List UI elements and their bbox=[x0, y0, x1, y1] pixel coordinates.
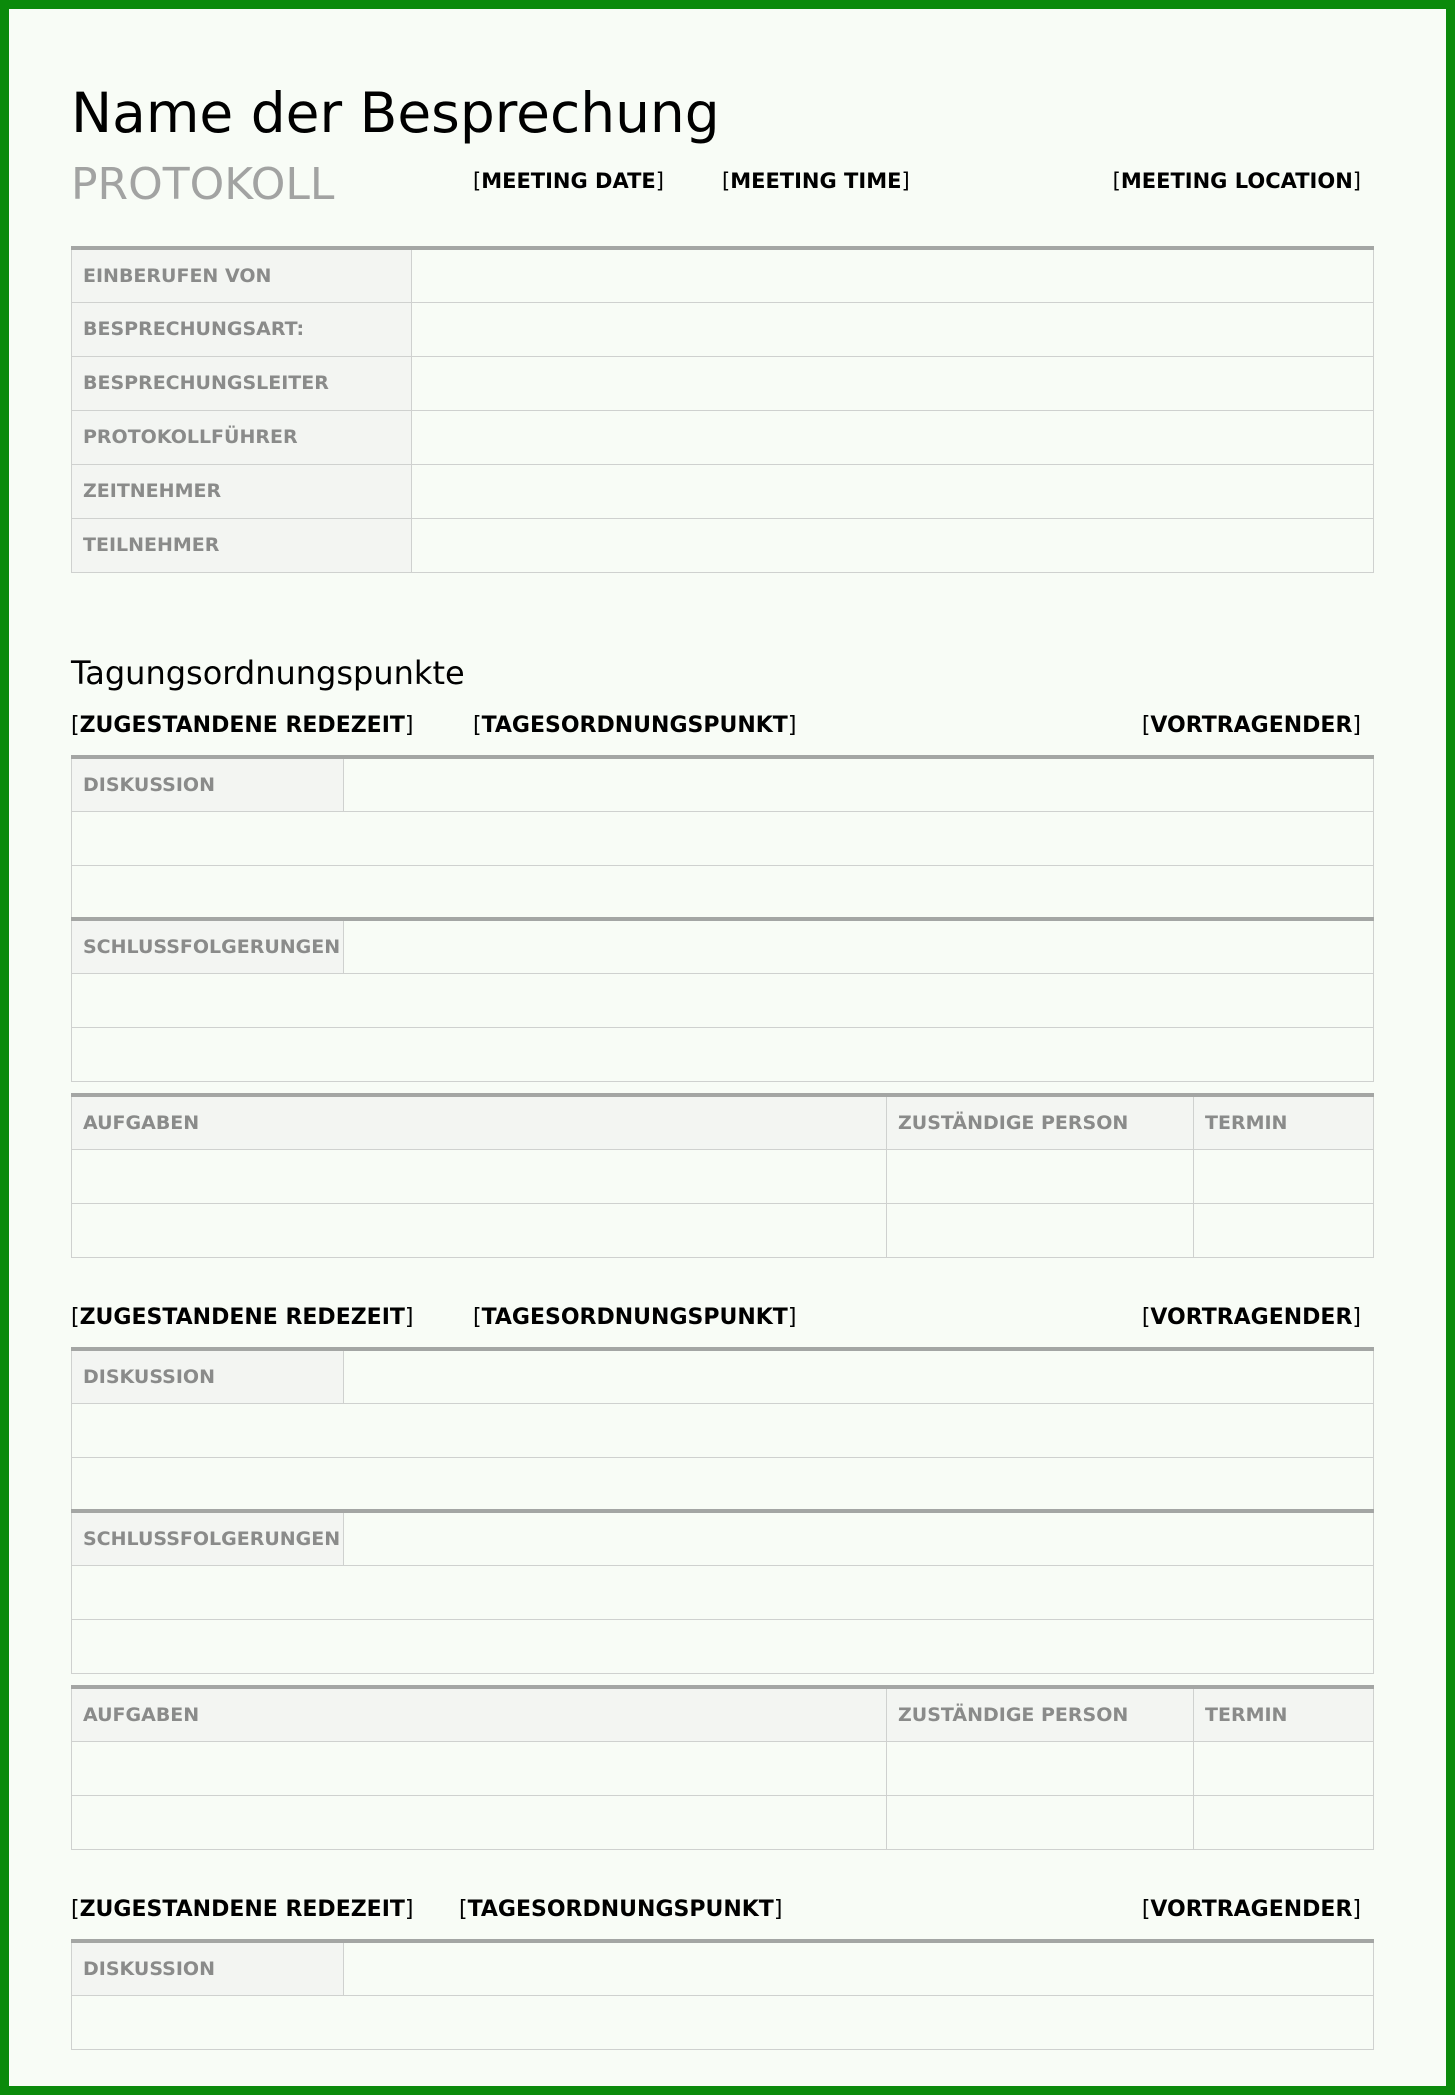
deadline-cell[interactable] bbox=[1194, 1795, 1374, 1849]
conclusions-header-row bbox=[72, 1511, 1374, 1565]
discussion-table bbox=[71, 1939, 1374, 2050]
discussion-line[interactable] bbox=[72, 865, 1374, 919]
info-value-cell[interactable] bbox=[412, 248, 1374, 302]
task-cell[interactable] bbox=[72, 1203, 887, 1257]
info-row bbox=[72, 410, 1374, 464]
allotted-time-text: ZUGESTANDENE REDEZEIT bbox=[79, 713, 405, 738]
info-value-cell[interactable] bbox=[412, 356, 1374, 410]
allotted-time-placeholder[interactable]: [ZUGESTANDENE REDEZEIT] bbox=[71, 713, 414, 738]
tasks-label: AUFGABEN bbox=[72, 1687, 887, 1741]
info-row bbox=[72, 302, 1374, 356]
agenda-item-header bbox=[71, 713, 1373, 747]
person-cell[interactable] bbox=[887, 1149, 1194, 1203]
deadline-cell[interactable] bbox=[1194, 1741, 1374, 1795]
discussion-header-row bbox=[72, 1941, 1374, 1995]
deadline-cell[interactable] bbox=[1194, 1203, 1374, 1257]
info-label: PROTOKOLLFÜHRER bbox=[72, 410, 412, 464]
discussion-header-row bbox=[72, 757, 1374, 811]
tasks-header-row bbox=[72, 1095, 1374, 1149]
task-row bbox=[72, 1149, 1374, 1203]
responsible-person-label: ZUSTÄNDIGE PERSON bbox=[887, 1687, 1194, 1741]
discussion-label: DISKUSSION bbox=[72, 1349, 344, 1403]
presenter-placeholder[interactable]: [VORTRAGENDER] bbox=[1141, 1305, 1361, 1330]
conclusions-line[interactable] bbox=[72, 1619, 1374, 1673]
tasks-table bbox=[71, 1093, 1374, 1258]
info-row bbox=[72, 248, 1374, 302]
deadline-label: TERMIN bbox=[1194, 1095, 1374, 1149]
conclusions-cell[interactable] bbox=[344, 919, 1374, 973]
agenda-topic-text: TAGESORDNUNGSPUNKT bbox=[481, 713, 788, 738]
agenda-topic-placeholder[interactable]: [TAGESORDNUNGSPUNKT] bbox=[459, 1897, 783, 1922]
allotted-time-text: ZUGESTANDENE REDEZEIT bbox=[79, 1897, 405, 1922]
task-cell[interactable] bbox=[72, 1795, 887, 1849]
meeting-location-placeholder[interactable]: [MEETING LOCATION] bbox=[1112, 169, 1361, 193]
deadline-label: TERMIN bbox=[1194, 1687, 1374, 1741]
discussion-row bbox=[72, 1995, 1374, 2049]
presenter-text: VORTRAGENDER bbox=[1150, 713, 1353, 738]
person-cell[interactable] bbox=[887, 1795, 1194, 1849]
tasks-label: AUFGABEN bbox=[72, 1095, 887, 1149]
allotted-time-text: ZUGESTANDENE REDEZEIT bbox=[79, 1305, 405, 1330]
meeting-name-title[interactable]: Name der Besprechung bbox=[71, 81, 720, 145]
protocol-subtitle: PROTOKOLL bbox=[71, 159, 335, 210]
conclusions-line[interactable] bbox=[72, 1565, 1374, 1619]
info-row bbox=[72, 356, 1374, 410]
presenter-text: VORTRAGENDER bbox=[1150, 1305, 1353, 1330]
task-row bbox=[72, 1741, 1374, 1795]
discussion-cell[interactable] bbox=[344, 1349, 1374, 1403]
info-value-cell[interactable] bbox=[412, 518, 1374, 572]
agenda-topic-placeholder[interactable]: [TAGESORDNUNGSPUNKT] bbox=[473, 713, 797, 738]
discussion-cell[interactable] bbox=[344, 757, 1374, 811]
agenda-topic-text: TAGESORDNUNGSPUNKT bbox=[467, 1897, 774, 1922]
person-cell[interactable] bbox=[887, 1203, 1194, 1257]
discussion-line[interactable] bbox=[72, 1995, 1374, 2049]
conclusions-line[interactable] bbox=[72, 1027, 1374, 1081]
info-row bbox=[72, 518, 1374, 572]
person-cell[interactable] bbox=[887, 1741, 1194, 1795]
info-label: EINBERUFEN VON bbox=[72, 248, 412, 302]
discussion-label: DISKUSSION bbox=[72, 757, 344, 811]
info-row bbox=[72, 464, 1374, 518]
agenda-item-header bbox=[71, 1897, 1373, 1931]
meeting-location-text: MEETING LOCATION bbox=[1120, 169, 1353, 193]
conclusions-row bbox=[72, 1565, 1374, 1619]
info-value-cell[interactable] bbox=[412, 410, 1374, 464]
conclusions-line[interactable] bbox=[72, 973, 1374, 1027]
task-row bbox=[72, 1203, 1374, 1257]
conclusions-header-row bbox=[72, 919, 1374, 973]
presenter-placeholder[interactable]: [VORTRAGENDER] bbox=[1141, 1897, 1361, 1922]
allotted-time-placeholder[interactable]: [ZUGESTANDENE REDEZEIT] bbox=[71, 1305, 414, 1330]
discussion-row bbox=[72, 1403, 1374, 1457]
tasks-table bbox=[71, 1685, 1374, 1850]
discussion-line[interactable] bbox=[72, 1457, 1374, 1511]
discussion-label: DISKUSSION bbox=[72, 1941, 344, 1995]
agenda-topic-text: TAGESORDNUNGSPUNKT bbox=[481, 1305, 788, 1330]
discussion-line[interactable] bbox=[72, 811, 1374, 865]
meeting-info-table bbox=[71, 246, 1374, 573]
info-label: BESPRECHUNGSLEITER bbox=[72, 356, 412, 410]
discussion-line[interactable] bbox=[72, 1403, 1374, 1457]
agenda-item-header bbox=[71, 1305, 1373, 1339]
info-label: TEILNEHMER bbox=[72, 518, 412, 572]
responsible-person-label: ZUSTÄNDIGE PERSON bbox=[887, 1095, 1194, 1149]
meeting-time-placeholder[interactable]: [MEETING TIME] bbox=[722, 169, 910, 193]
meeting-date-placeholder[interactable]: [MEETING DATE] bbox=[473, 169, 664, 193]
meeting-time-text: MEETING TIME bbox=[730, 169, 902, 193]
deadline-cell[interactable] bbox=[1194, 1149, 1374, 1203]
discussion-table bbox=[71, 755, 1374, 1082]
info-value-cell[interactable] bbox=[412, 302, 1374, 356]
task-row bbox=[72, 1795, 1374, 1849]
info-label: BESPRECHUNGSART: bbox=[72, 302, 412, 356]
discussion-table bbox=[71, 1347, 1374, 1674]
info-label: ZEITNEHMER bbox=[72, 464, 412, 518]
info-value-cell[interactable] bbox=[412, 464, 1374, 518]
conclusions-row bbox=[72, 1027, 1374, 1081]
tasks-header-row bbox=[72, 1687, 1374, 1741]
conclusions-label: SCHLUSSFOLGERUNGEN bbox=[72, 1511, 344, 1565]
conclusions-row bbox=[72, 973, 1374, 1027]
task-cell[interactable] bbox=[72, 1741, 887, 1795]
task-cell[interactable] bbox=[72, 1149, 887, 1203]
agenda-heading: Tagungsordnungspunkte bbox=[71, 654, 465, 692]
allotted-time-placeholder[interactable]: [ZUGESTANDENE REDEZEIT] bbox=[71, 1897, 414, 1922]
presenter-text: VORTRAGENDER bbox=[1150, 1897, 1353, 1922]
discussion-row bbox=[72, 865, 1374, 919]
agenda-topic-placeholder[interactable]: [TAGESORDNUNGSPUNKT] bbox=[473, 1305, 797, 1330]
discussion-row bbox=[72, 811, 1374, 865]
conclusions-label: SCHLUSSFOLGERUNGEN bbox=[72, 919, 344, 973]
presenter-placeholder[interactable]: [VORTRAGENDER] bbox=[1141, 713, 1361, 738]
conclusions-cell[interactable] bbox=[344, 1511, 1374, 1565]
discussion-row bbox=[72, 1457, 1374, 1511]
meeting-date-text: MEETING DATE bbox=[481, 169, 656, 193]
discussion-header-row bbox=[72, 1349, 1374, 1403]
discussion-cell[interactable] bbox=[344, 1941, 1374, 1995]
conclusions-row bbox=[72, 1619, 1374, 1673]
